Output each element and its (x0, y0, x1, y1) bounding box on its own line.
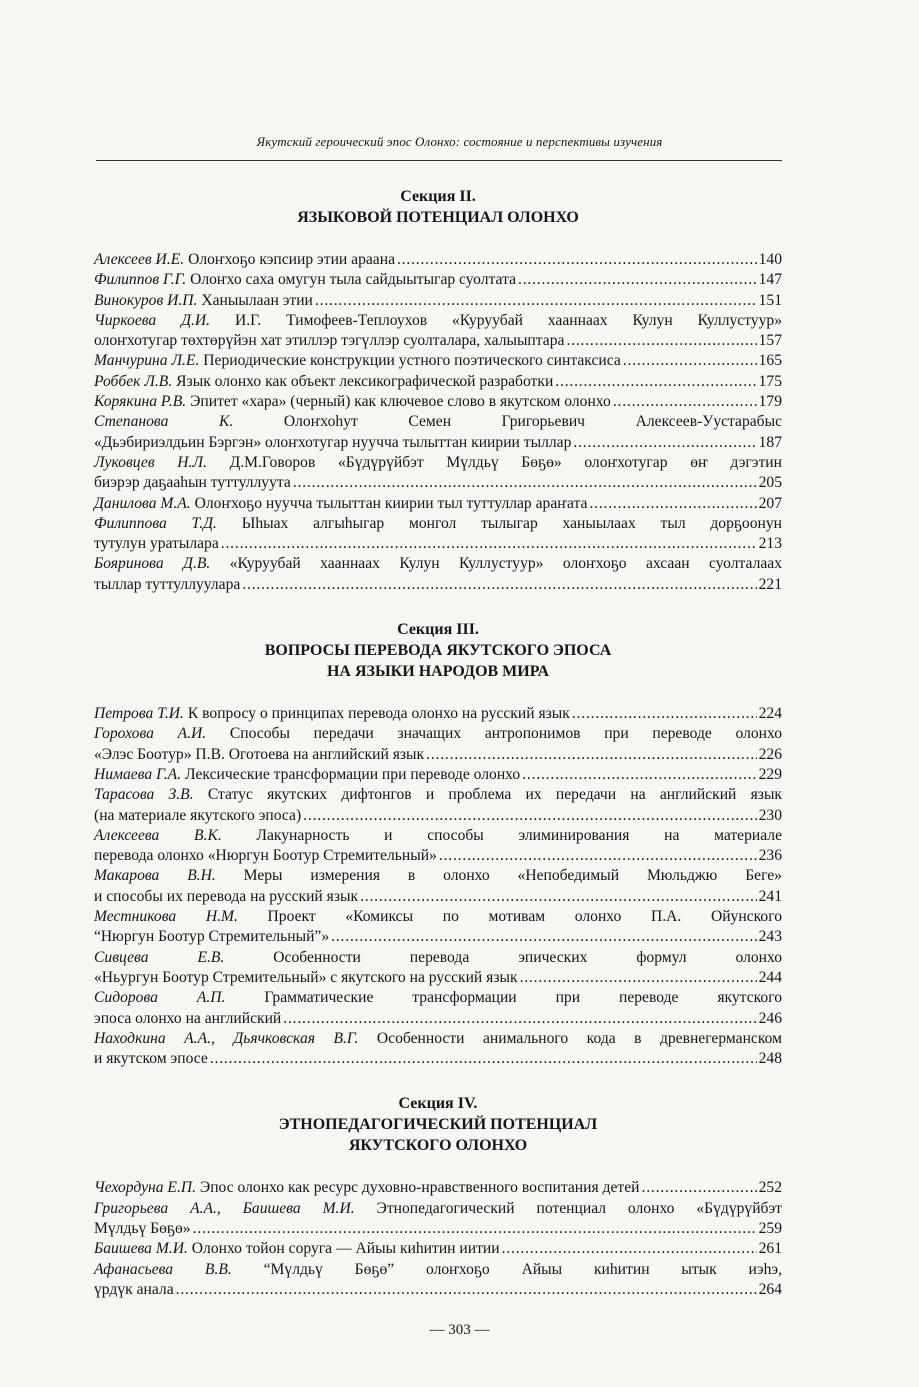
entry-last-line (94, 1280, 782, 1300)
leader-dots (193, 1219, 757, 1239)
entry-last-line (94, 291, 782, 311)
entry-title: биэрэр даҕааһын туттуллуута (94, 474, 291, 492)
entry-title: Олонхо тойон соруга — Айыы киһитин иитии (191, 1240, 500, 1258)
entry-author: Луковцев Н.Л. (94, 453, 207, 471)
leader-dots (572, 704, 757, 724)
entry-page-number: 229 (758, 765, 782, 783)
entry-text (94, 806, 301, 826)
entry-title: “Нюргун Боотур Стремительный”» (94, 928, 330, 946)
entry-last-line (94, 765, 782, 785)
entry-title: Статус якутских дифтонгов и проблема их передачи на английский язык (207, 786, 783, 804)
entry-text (94, 270, 516, 290)
section-label: Секция II. (400, 188, 476, 205)
entry-title: «Ньургун Боотур Стремительный» с якутского на русский язык (94, 968, 518, 986)
entry-page-number: 241 (758, 887, 782, 905)
leader-dots (210, 1049, 757, 1069)
leader-dots (566, 331, 756, 351)
entry-text (94, 867, 782, 884)
entry-line (94, 453, 782, 473)
header-rule (96, 160, 782, 161)
entry-title: Язык олонхо как объект лексикографической разработки (176, 372, 554, 390)
toc-entry (94, 453, 782, 494)
entry-author: Чиркоева Д.И. (94, 311, 211, 329)
entry-title: Меры измерения в олонхо «Непобедимый Мюльджю Беге» (243, 867, 782, 885)
entry-text (94, 1178, 640, 1198)
entry-author: Баишева М.И. (94, 1240, 188, 1258)
leader-dots (589, 494, 756, 514)
leader-dots (522, 765, 756, 785)
leader-dots (397, 250, 757, 270)
entry-last-line (94, 704, 782, 724)
toc-section (94, 186, 782, 595)
leader-dots (623, 351, 757, 371)
entry-text (94, 555, 782, 572)
entry-last-line (94, 745, 782, 765)
toc-entry (94, 765, 782, 785)
toc-entry (94, 704, 782, 724)
entry-line (94, 826, 782, 846)
entry-text (94, 1239, 500, 1259)
entry-text (94, 473, 291, 493)
entry-title: Лакунарность и способы элиминирования на материале (256, 826, 782, 844)
entry-page-number: 259 (758, 1219, 782, 1237)
toc-entry (94, 1199, 782, 1240)
toc-entry (94, 1260, 782, 1301)
entry-title: Эпитет «хара» (черный) как ключевое слово в якутском олонхо (190, 393, 611, 411)
entry-page-number: 261 (758, 1240, 782, 1258)
entry-page-number: 179 (758, 393, 782, 411)
leader-dots (502, 1239, 757, 1259)
leader-dots (573, 433, 756, 453)
entry-last-line (94, 575, 782, 595)
entry-text (94, 1009, 281, 1029)
entry-author: Афанасьева В.В. (94, 1260, 232, 1278)
page-number: — 303 — (429, 1322, 490, 1338)
entry-title: «Куруубай хааннаах Кулун Куллустуур» олоҥхоҕо ахсаан суолталаах (229, 555, 782, 573)
toc-entry (94, 907, 782, 948)
entry-page-number: 157 (758, 332, 782, 350)
entry-title: Грамматические трансформации при переводе якутского (264, 989, 782, 1007)
toc-entry (94, 392, 782, 412)
entry-page-number: 236 (758, 847, 782, 865)
entry-author: Манчурина Л.Е. (94, 352, 200, 370)
entry-last-line (94, 1049, 782, 1069)
entry-line (94, 412, 782, 432)
entry-title: И.Г. Тимофеев-Теплоухов «Куруубай хааннаах Кулун Куллустуур» (234, 311, 782, 329)
entry-text (94, 534, 219, 554)
entry-title: Олоҥхо саха омугун тыла сайдыытыгар суолтата (190, 271, 517, 289)
section-title: ВОПРОСЫ ПЕРЕВОДА ЯКУТСКОГО ЭПОСА НА ЯЗЫКИ НАРОДОВ МИРА (264, 642, 612, 681)
toc-entry (94, 1239, 782, 1259)
entry-page-number: 248 (758, 1050, 782, 1068)
entry-text (94, 575, 240, 595)
leader-dots (555, 372, 756, 392)
entry-page-number: 207 (758, 494, 782, 512)
entry-last-line (94, 372, 782, 392)
entry-author: Тарасова З.В. (94, 786, 194, 804)
entry-title: Олоҥхоһут Семен Григорьевич Алексеев-Уустарабыс (283, 413, 783, 431)
entry-page-number: 246 (758, 1009, 782, 1027)
entry-text (94, 392, 611, 412)
section-label: Секция III. (397, 621, 479, 639)
entry-title: Проект «Комиксы по мотивам олонхо П.А. Ойунского (267, 908, 782, 926)
entry-text (94, 433, 571, 453)
leader-dots (242, 575, 756, 595)
entry-text (94, 250, 395, 270)
entry-text (94, 351, 621, 371)
entry-page-number: 175 (758, 372, 782, 390)
entry-author: Филиппов Г.Г. (94, 271, 187, 289)
leader-dots (642, 1178, 757, 1198)
entry-text (94, 413, 782, 430)
entry-title: Олоҥхоҕо кэпсиир этии араана (188, 251, 395, 268)
entry-author: Данилова М.А. (94, 494, 191, 512)
entry-last-line (94, 1219, 782, 1239)
section-label: Секция IV. (398, 1095, 478, 1113)
entry-last-line (94, 534, 782, 554)
entry-title: үрдүк анала (94, 1280, 174, 1298)
leader-dots (221, 534, 757, 554)
section-heading (94, 619, 782, 682)
entry-author: Алексеева В.К. (94, 826, 222, 844)
entry-list (94, 1178, 782, 1300)
entry-author: Роббек Л.В. (94, 372, 173, 390)
entry-line (94, 514, 782, 534)
entry-line (94, 1260, 782, 1280)
entry-title: Особенности анимального кода в древнегерманском (376, 1029, 782, 1047)
entry-last-line (94, 494, 782, 514)
toc-entry (94, 826, 782, 867)
toc-entry (94, 351, 782, 371)
entry-text (94, 745, 424, 765)
entry-page-number: 140 (758, 251, 782, 268)
leader-dots (426, 745, 756, 765)
entry-title: Способы передачи значащих антропонимов при переводе олонхо (229, 725, 782, 743)
entry-title: Лексические трансформации при переводе олонхо (185, 765, 521, 783)
toc-entry (94, 250, 782, 270)
toc-entry (94, 291, 782, 311)
entry-text (94, 704, 570, 724)
entry-title: Эпос олонхо как ресурс духовно-нравственного воспитания детей (199, 1179, 640, 1197)
toc-entry (94, 1178, 782, 1198)
toc-section (94, 1093, 782, 1300)
entry-line (94, 1199, 782, 1219)
entry-page-number: 224 (758, 705, 782, 723)
entry-page-number: 221 (758, 575, 782, 593)
entry-author: Сидорова А.П. (94, 989, 226, 1007)
entry-line (94, 724, 782, 744)
entry-title: и якутском эпосе (94, 1050, 208, 1068)
entry-title: Олоҥхоҕо нуучча тылыттан киирии тыл туттуллар араҥата (194, 494, 588, 512)
toc-entry (94, 270, 782, 290)
table-of-contents (94, 186, 782, 1324)
section-title: ЯЗЫКОВОЙ ПОТЕНЦИАЛ ОЛОНХО (297, 209, 579, 226)
toc-entry (94, 785, 782, 826)
toc-entry (94, 866, 782, 907)
entry-last-line (94, 1178, 782, 1198)
toc-entry (94, 948, 782, 989)
entry-text (94, 765, 520, 785)
entry-line (94, 948, 782, 968)
entry-text (94, 1049, 208, 1069)
leader-dots (613, 392, 757, 412)
entry-text (94, 515, 782, 532)
entry-page-number: 264 (758, 1280, 782, 1298)
entry-last-line (94, 846, 782, 866)
entry-text (94, 494, 587, 514)
toc-entry (94, 412, 782, 453)
entry-title: Д.М.Говоров «Бүдүрүйбэт Мүлдьү Бөҕө» олоҥхотугар өҥ дэгэтин (229, 453, 782, 471)
entry-author: Петрова Т.И. (94, 705, 184, 723)
leader-dots (315, 291, 757, 311)
entry-title: Этнопедагогический потенциал олонхо «Бүдүрүйбэт (376, 1199, 782, 1217)
entry-text (94, 725, 782, 742)
running-header: Якутский героический эпос Олонхо: состояние и перспективы изучения (256, 134, 663, 149)
section-heading (94, 1093, 782, 1156)
entry-text (94, 291, 313, 311)
entry-title: Ханыылаан этии (201, 291, 313, 309)
entry-title: перевода олонхо «Нюргун Боотур Стремительный» (94, 847, 437, 865)
entry-author: Григорьева А.А., Баишева М.И. (94, 1199, 355, 1217)
entry-text (94, 372, 553, 392)
entry-page-number: 252 (758, 1179, 782, 1197)
entry-last-line (94, 433, 782, 453)
entry-text (94, 331, 564, 351)
entry-last-line (94, 806, 782, 826)
entry-last-line (94, 392, 782, 412)
entry-line (94, 866, 782, 886)
entry-text (94, 786, 782, 803)
toc-entry (94, 724, 782, 765)
entry-author: Винокуров И.П. (94, 291, 198, 309)
entry-author: Филиппова Т.Д. (94, 514, 217, 532)
entry-line (94, 907, 782, 927)
entry-author: Сивцева Е.В. (94, 948, 225, 966)
entry-title: К вопросу о принципах перевода олонхо на русский язык (187, 705, 570, 723)
section-title: ЭТНОПЕДАГОГИЧЕСКИЙ ПОТЕНЦИАЛ ЯКУТСКОГО ОЛОНХО (278, 1116, 598, 1155)
entry-title: «Элэс Боотур» П.В. Оготоева на английский язык (94, 745, 425, 763)
leader-dots (439, 846, 757, 866)
entry-author: Макарова В.Н. (94, 867, 216, 885)
leader-dots (360, 887, 757, 907)
toc-entry (94, 372, 782, 392)
leader-dots (283, 1009, 756, 1029)
toc-entry (94, 554, 782, 595)
entry-text (94, 1261, 782, 1278)
entry-title: тутулун уратылара (94, 535, 219, 553)
entry-author: Чехордуна Е.П. (94, 1179, 196, 1197)
entry-author: Степанова К. (94, 413, 234, 431)
entry-title: тыллар туттуллуулара (94, 575, 241, 593)
entry-title: Периодические конструкции устного поэтического синтаксиса (203, 352, 621, 370)
entry-page-number: 243 (758, 928, 782, 946)
entry-text (94, 1280, 174, 1300)
entry-last-line (94, 968, 782, 988)
entry-page-number: 147 (758, 271, 782, 289)
toc-entry (94, 1029, 782, 1070)
entry-text (94, 827, 782, 844)
toc-entry (94, 988, 782, 1029)
entry-title: эпоса олонхо на английский (94, 1009, 282, 1027)
entry-last-line (94, 927, 782, 947)
entry-line (94, 311, 782, 331)
entry-title: олоҥхотугар төхтөрүйэн хат этиллэр тэгүллэр суолталара, халыыптара (94, 332, 565, 350)
entry-line (94, 554, 782, 574)
entry-author: Нимаева Г.А. (94, 765, 182, 783)
entry-title: Мүлдьү Бөҕө» (94, 1219, 191, 1237)
entry-author: Горохова А.И. (94, 725, 207, 743)
toc-entry (94, 494, 782, 514)
entry-text (94, 968, 518, 988)
entry-text (94, 949, 782, 966)
entry-text (94, 908, 782, 925)
entry-text (94, 1219, 191, 1239)
entry-page-number: 187 (758, 433, 782, 451)
entry-text (94, 846, 437, 866)
entry-author: Находкина А.А., Дьячковская В.Г. (94, 1029, 359, 1047)
entry-text (94, 989, 782, 1006)
entry-last-line (94, 270, 782, 290)
leader-dots (520, 968, 757, 988)
entry-line (94, 1029, 782, 1049)
entry-page-number: 165 (758, 352, 782, 370)
toc-section (94, 619, 782, 1069)
entry-author: Местникова Н.М. (94, 908, 238, 926)
leader-dots (293, 473, 757, 493)
entry-page-number: 205 (758, 474, 782, 492)
entry-last-line (94, 473, 782, 493)
entry-text (94, 1200, 782, 1217)
entry-last-line (94, 887, 782, 907)
entry-last-line (94, 250, 782, 270)
entry-line (94, 785, 782, 805)
entry-title: (на материале якутского эпоса) (94, 806, 302, 824)
entry-author: Алексеев И.Е. (94, 251, 185, 268)
entry-author: Корякина Р.В. (94, 393, 187, 411)
toc-entry (94, 311, 782, 352)
entry-title: и способы их перевода на русский язык (94, 887, 359, 905)
entry-title: «Дьэбириэлдьин Бэргэн» олоҥхотугар нуучча тылыттан киирии тыллар (94, 433, 572, 451)
leader-dots (518, 270, 757, 290)
entry-page-number: 230 (758, 806, 782, 824)
entry-page-number: 151 (758, 291, 782, 309)
entry-line (94, 988, 782, 1008)
toc-entry (94, 514, 782, 555)
entry-list (94, 250, 782, 595)
entry-page-number: 226 (758, 745, 782, 763)
entry-title: Ыһыах алгыһыгар монгол тылыгар ханыылаах тыл дорҕоонун (241, 514, 782, 532)
entry-last-line (94, 1009, 782, 1029)
entry-text (94, 927, 329, 947)
entry-last-line (94, 331, 782, 351)
entry-text (94, 454, 782, 471)
entry-author: Бояринова Д.В. (94, 555, 211, 573)
entry-page-number: 213 (758, 535, 782, 553)
entry-title: “Мүлдьү Бөҕө” олоҥхоҕо Айыы киһитин ытык иэһэ, (263, 1260, 782, 1278)
entry-text (94, 312, 782, 329)
leader-dots (176, 1280, 757, 1300)
leader-dots (331, 927, 756, 947)
entry-list (94, 704, 782, 1069)
entry-last-line (94, 351, 782, 371)
leader-dots (303, 806, 756, 826)
entry-page-number: 244 (758, 968, 782, 986)
entry-text (94, 887, 358, 907)
entry-last-line (94, 1239, 782, 1259)
entry-title: Особенности перевода эпических формул олонхо (273, 948, 782, 966)
section-heading (94, 186, 782, 228)
entry-text (94, 1030, 782, 1047)
